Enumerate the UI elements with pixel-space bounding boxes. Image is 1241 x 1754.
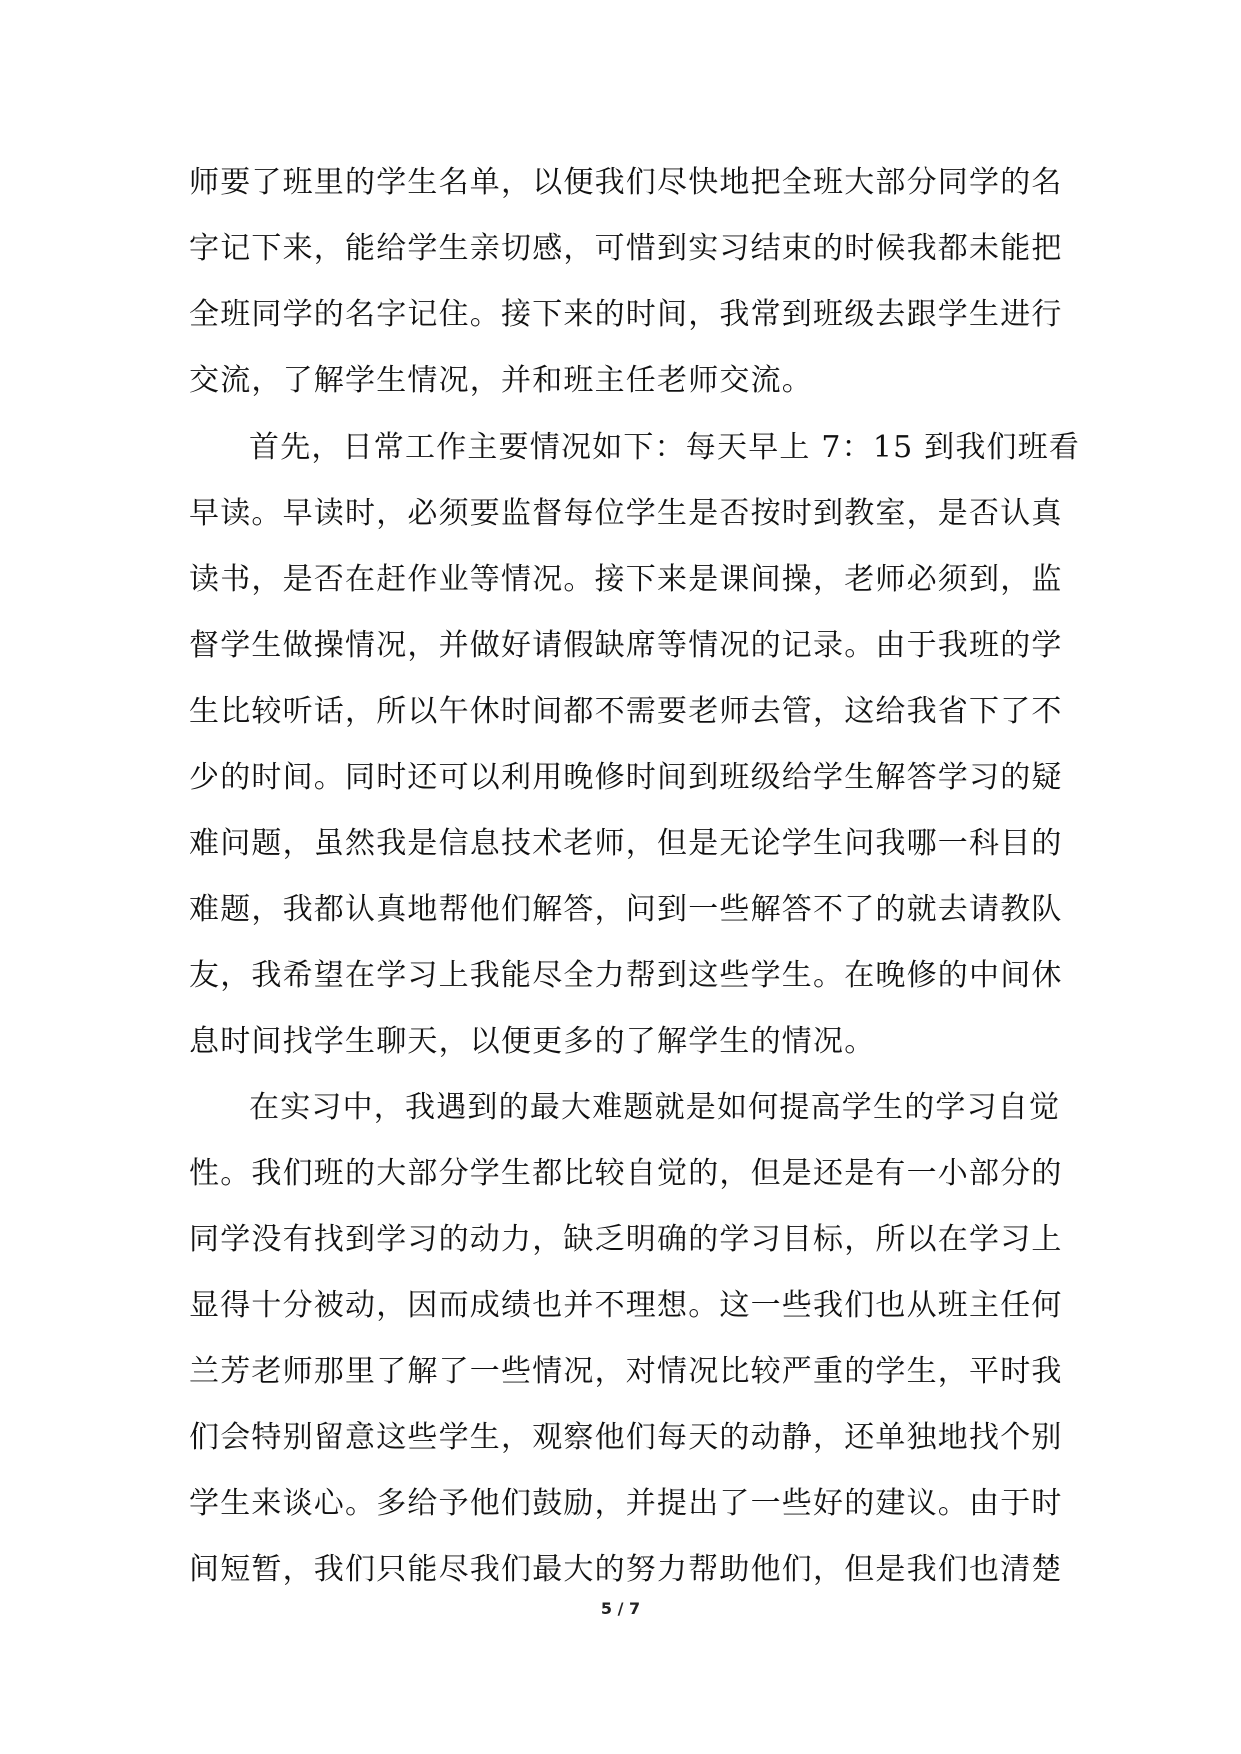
paragraph-line: 早读。早读时，必须要监督每位学生是否按时到教室，是否认真 [189, 496, 1063, 531]
paragraph-line: 息时间找学生聊天，以便更多的了解学生的情况。 [189, 1024, 876, 1059]
paragraph-line: 们会特别留意这些学生，观察他们每天的动静，还单独地找个别 [189, 1420, 1063, 1455]
paragraph-line: 难问题，虽然我是信息技术老师，但是无论学生问我哪一科目的 [189, 826, 1063, 861]
paragraph-line: 学生来谈心。多给予他们鼓励，并提出了一些好的建议。由于时 [189, 1486, 1063, 1521]
paragraph-line: 交流，了解学生情况，并和班主任老师交流。 [189, 363, 813, 398]
paragraph-line: 师要了班里的学生名单，以便我们尽快地把全班大部分同学的名 [189, 165, 1063, 200]
paragraph-first-line: 首先，日常工作主要情况如下：每天早上 7：15 到我们班看 [249, 430, 1081, 465]
paragraph-line: 少的时间。同时还可以利用晚修时间到班级给学生解答学习的疑 [189, 760, 1063, 795]
paragraph-line: 显得十分被动，因而成绩也并不理想。这一些我们也从班主任何 [189, 1288, 1063, 1323]
paragraph-line: 间短暂，我们只能尽我们最大的努力帮助他们，但是我们也清楚 [189, 1552, 1063, 1587]
paragraph-line: 同学没有找到学习的动力，缺乏明确的学习目标，所以在学习上 [189, 1222, 1063, 1257]
paragraph-line: 全班同学的名字记住。接下来的时间，我常到班级去跟学生进行 [189, 297, 1063, 332]
paragraph-line: 性。我们班的大部分学生都比较自觉的，但是还是有一小部分的 [189, 1156, 1063, 1191]
paragraph-line: 兰芳老师那里了解了一些情况，对情况比较严重的学生，平时我 [189, 1354, 1063, 1389]
page-number: 5 / 7 [600, 1599, 641, 1618]
paragraph-line: 友，我希望在学习上我能尽全力帮到这些学生。在晚修的中间休 [189, 958, 1063, 993]
paragraph-line: 难题，我都认真地帮他们解答，问到一些解答不了的就去请教队 [189, 892, 1063, 927]
paragraph-first-line: 在实习中，我遇到的最大难题就是如何提高学生的学习自觉 [249, 1090, 1061, 1125]
paragraph-line: 生比较听话，所以午休时间都不需要老师去管，这给我省下了不 [189, 694, 1063, 729]
paragraph-line: 督学生做操情况，并做好请假缺席等情况的记录。由于我班的学 [189, 628, 1063, 663]
paragraph-line: 读书，是否在赶作业等情况。接下来是课间操，老师必须到，监 [189, 562, 1063, 597]
paragraph-line: 字记下来，能给学生亲切感，可惜到实习结束的时候我都未能把 [189, 231, 1063, 266]
